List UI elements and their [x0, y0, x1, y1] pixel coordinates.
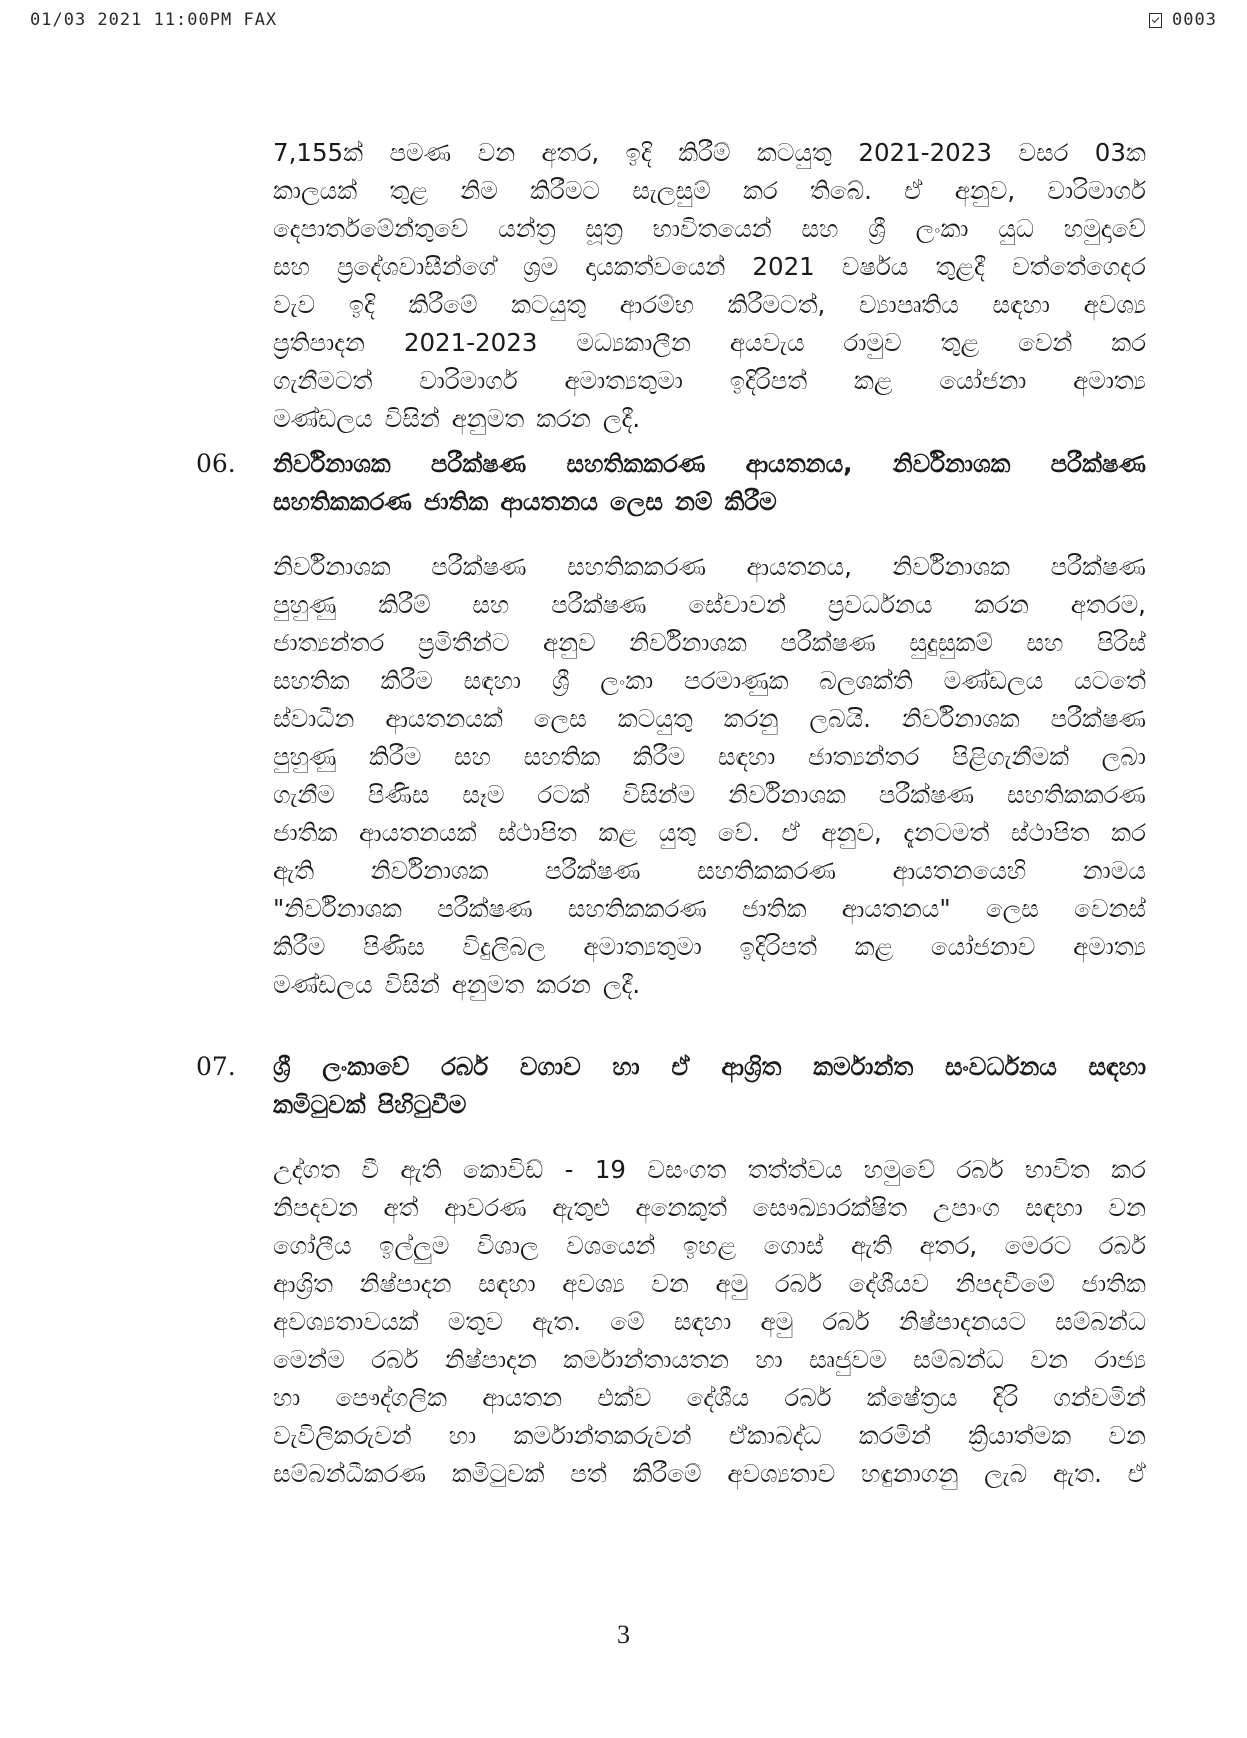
section-body-06-line: ජාතික ආයතනයක් ස්ථාපිත කළ යුතු වේ. ඒ අනුව, දැනටමත් ස්ථාපිත කර: [273, 818, 1146, 847]
paragraph-top-line: වැව ඉදි කිරීමේ කටයුතු ආරම්භ කිරීමටත්, ව්‍යාපෘතිය සඳහා අවශ්‍ය: [273, 290, 1146, 319]
paragraph-top-line: ප්‍රතිපාදන 2021-2023 මධ්‍යකාලීන අයවැය රාමුව තුළ වෙන් කර: [273, 328, 1146, 357]
section-body-06-line: කිරීම පිණිස විදුලිබල අමාත්‍යතුමා ඉදිරිපත් කළ යෝජනාව අමාත්‍ය: [273, 932, 1146, 961]
section-body-06-line: ස්වාධීන ආයතනයක් ලෙස කටයුතු කරනු ලබයි. නිර්විනාශක පරීක්ෂණ: [273, 704, 1146, 733]
section-body-07-line: වැවිලිකරුවන් හා කර්මාන්තකරුවන් ඒකාබද්ධ කරමින් ක්‍රියාත්මක වන: [273, 1421, 1146, 1450]
section-heading-06-line: නිර්විනාශක පරීක්ෂණ සහතිකකරණ ආයතනය, නිර්විනාශක පරීක්ෂණ: [273, 449, 1146, 478]
section-body-07-line: උද්ගත වී ඇති කොවිඩ් - 19 වසංගත තත්ත්වය හමුවේ රබර් භාවිත කර: [273, 1155, 1146, 1184]
section-body-07-line: අවශ්‍යතාවයක් මතුව ඇත. මේ සඳහා අමු රබර් නිෂ්පාදනයට සම්බන්ධ: [273, 1307, 1146, 1336]
section-body-06-line: පුහුණු කිරීම සහ සහතික කිරීම සඳහා ජාත්‍යන්තර පිළිගැනීමක් ලබා: [273, 742, 1146, 771]
section-body-07-line: ගෝලීය ඉල්ලුම විශාල වශයෙන් ඉහළ ගොස් ඇති අතර, මෙරට රබර්: [273, 1231, 1146, 1260]
section-heading-07: [273, 1048, 1146, 1124]
section-heading-06: [273, 445, 1146, 521]
section-body-06-line: මණ්ඩලය විසින් අනුමත කරන ලදී.: [273, 970, 641, 999]
section-body-07-line: නිපදවන අත් ආවරණ ඇතුළු අනෙකුත් සෞඛ්‍යාරක්ෂිත උපාංග සඳහා වන: [273, 1193, 1146, 1222]
fax-timestamp: 01/03 2021 11:00PM FAX: [30, 10, 278, 30]
paragraph-top-line: 7,155ක් පමණ වන අතර, ඉදි කිරීම් කටයුතු 2021-2023 වසර 03ක: [273, 138, 1146, 167]
section-body-07-line: සම්බන්ධීකරණ කමිටුවක් පත් කිරීමේ අවශ්‍යතාව හඳුනාගනු ලැබ ඇත. ඒ: [273, 1459, 1146, 1488]
section-body-06-line: ඇති නිර්විනාශක පරීක්ෂණ සහතිකකරණ ආයතනයෙහි නාමය: [273, 856, 1146, 885]
section-body-06-line: ගැනීම පිණිස සෑම රටක් විසින්ම නිර්විනාශක පරීක්ෂණ සහතිකකරණ: [273, 780, 1146, 809]
section-number-07: 07.: [196, 1052, 236, 1081]
paragraph-top-line: මණ්ඩලය විසින් අනුමත කරන ලදී.: [273, 404, 641, 433]
section-body-06-line: නිර්විනාශක පරීක්ෂණ සහතිකකරණ ආයතනය, නිර්විනාශක පරීක්ෂණ: [273, 552, 1146, 581]
section-body-07-line: ආශ්‍රිත නිෂ්පාදන සඳහා අවශ්‍ය වන අමු රබර් දේශීයව නිපදවීමේ ජාතික: [273, 1269, 1146, 1298]
section-number-06: 06.: [196, 449, 236, 478]
section-heading-06-line: සහතිකකරණ ජාතික ආයතනය ලෙස නම් කිරීම: [273, 487, 777, 516]
section-body-06-line: "නිර්විනාශක පරීක්ෂණ සහතිකකරණ ජාතික ආයතනය" ලෙස වෙනස්: [273, 894, 1146, 923]
section-heading-07-line: ශ්‍රී ලංකාවේ රබර් වගාව හා ඒ ආශ්‍රිත කර්මාන්ත සංවර්ධනය සඳහා: [273, 1052, 1146, 1081]
fax-page-code: 0003: [1172, 10, 1217, 30]
paragraph-top-line: කාලයක් තුළ නිම කිරීමට සැලසුම් කර තිබේ. ඒ අනුව, වාරිමාර්ග: [273, 176, 1146, 205]
section-body-06-line: පුහුණු කිරීම් සහ පරීක්ෂණ සේවාවන් ප්‍රවර්ධනය කරන අතරම,: [273, 590, 1146, 619]
section-body-07: [273, 1151, 1146, 1493]
section-body-06-line: සහතික කිරීම සඳහා ශ්‍රී ලංකා පරමාණුක බලශක්ති මණ්ඩලය යටතේ: [273, 666, 1146, 695]
section-body-06-line: ජාත්‍යන්තර ප්‍රමිතීන්ට අනුව නිර්විනාශක පරීක්ෂණ සුදුසුකම් සහ පිරිස්: [273, 628, 1146, 657]
page-number: 3: [617, 1620, 630, 1649]
section-body-07-line: මෙන්ම රබර් නිෂ්පාදන කර්මාන්තායතන හා සෘජුවම සම්බන්ධ වන රාජ්‍ය: [273, 1345, 1146, 1374]
paragraph-top-line: ගැනීමටත් වාරිමාර්ග අමාත්‍යතුමා ඉදිරිපත් කළ යෝජනා අමාත්‍ය: [273, 366, 1146, 395]
section-heading-07-line: කමිටුවක් පිහිටුවීම: [273, 1090, 467, 1119]
paragraph-top-line: සහ ප්‍රදේශවාසීන්ගේ ශ්‍රම දායකත්වයෙන් 2021 වර්ෂය තුළදී වත්තේගෙදර: [273, 252, 1146, 281]
section-body-07-line: හා පෞද්ගලික ආයතන එක්ව දේශීය රබර් ක්ෂේත්‍රය දිරි ගන්වමින්: [273, 1383, 1146, 1412]
section-body-06: [273, 548, 1146, 1004]
paragraph-top-line: දෙපාර්තමේන්තුවේ යන්ත්‍ර සූත්‍ර භාවිතයෙන් සහ ශ්‍රී ලංකා යුධ හමුදාවේ: [273, 214, 1146, 243]
paragraph-top: [273, 134, 1146, 438]
